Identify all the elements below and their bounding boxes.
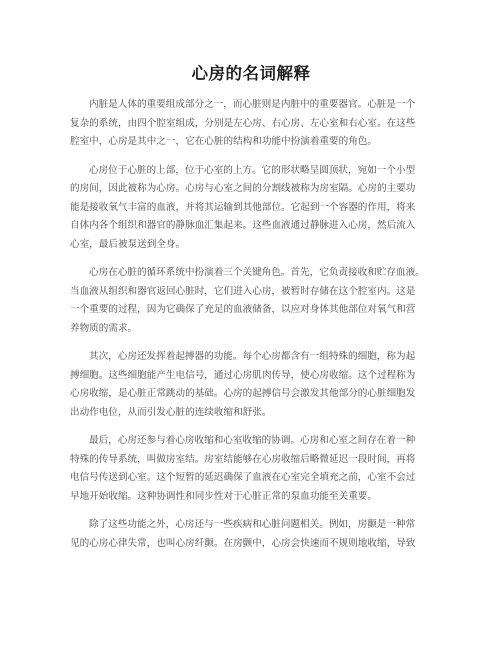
paragraph-2 (70, 162, 436, 255)
paragraph-3 (70, 264, 436, 338)
paragraph-line: 心室，最后被泵送到全身。 (70, 238, 186, 250)
paragraph-line: 其次，心房还发挥着起搏器的功能。每个心房都含有一组特殊的细胞，称为起 (89, 351, 416, 362)
paragraph-line: 当血液从组织和器官返回心脏时，它们进入心房，被暂时存储在这个腔室内。这是 (70, 285, 416, 297)
paragraph-line: 见的心房心律失常，也叫心房纤颤。在房颤中，心房会快速而不规则地收缩，导致 (70, 537, 416, 549)
paragraph-4 (70, 348, 436, 422)
paragraph-line: 养物质的需求。 (70, 322, 138, 334)
paragraph-line: 自体内各个组织和器官的静脉血汇集起来。这些血液通过静脉进入心房，然后流入 (70, 220, 416, 231)
paragraph-1 (70, 96, 436, 152)
paragraph-line: 心房位于心脏的上部，位于心室的上方。它的形状略呈圆顶状，宛如一个小型 (89, 164, 416, 176)
paragraph-line: 电信号传送到心室。这个短暂的延迟确保了血液在心室完全填充之前，心室不会过 (70, 472, 416, 483)
document-title: 心房的名词解释 (191, 64, 311, 83)
paragraph-line: 的房间，因此被称为心房。心房与心室之间的分割线被称为房室隔。心房的主要功 (70, 183, 416, 194)
paragraph-6 (70, 516, 436, 553)
paragraph-line: 除了这些功能之外，心房还与一些疾病和心脏问题相关。例如，房颤是一种常 (89, 519, 416, 530)
paragraph-line: 复杂的系统，由四个腔室组成，分别是左心房、右心房、左心室和右心室。在这些 (70, 117, 416, 129)
paragraph-line: 心房收缩，是心脏正常跳动的基础。心房的起搏信号会激发其他部分的心脏细胞发 (70, 388, 416, 399)
paragraph-line: 内脏是人体的重要组成部分之一，而心脏则是内脏中的重要器官。心脏是一个 (89, 99, 416, 110)
paragraph-line: 心房在心脏的循环系统中扮演着三个关键角色。首先，它负责接收和贮存血液。 (89, 267, 425, 278)
paragraph-line: 搏细胞。这些细胞能产生电信号，通过心房肌肉传导，使心房收缩。这个过程称为 (70, 369, 416, 381)
paragraph-line: 一个重要的过程，因为它确保了充足的血液储备，以应对身体其他部位对氧气和营 (70, 304, 416, 315)
paragraph-line: 早地开始收缩。这种协调性和同步性对于心脏正常的泵血功能至关重要。 (70, 490, 377, 502)
paragraph-line: 能是接收氧气丰富的血液，并将其运输到其他部位。它起到一个容器的作用，将来 (70, 201, 416, 213)
paragraph-line: 腔室中，心房是其中之一，它在心脏的结构和功能中扮演着重要的角色。 (70, 136, 377, 147)
document-body (70, 96, 436, 563)
paragraph-line: 特殊的传导系统，叫做房室结。房室结能够在心房收缩后略微延迟一段时间，再将 (70, 453, 416, 465)
paragraph-line: 最后，心房还参与着心房收缩和心室收缩的协调。心房和心室之间存在着一种 (89, 435, 416, 446)
paragraph-line: 出动作电位，从而引发心脏的连续收缩和舒张。 (70, 406, 272, 418)
paragraph-5 (70, 432, 436, 506)
